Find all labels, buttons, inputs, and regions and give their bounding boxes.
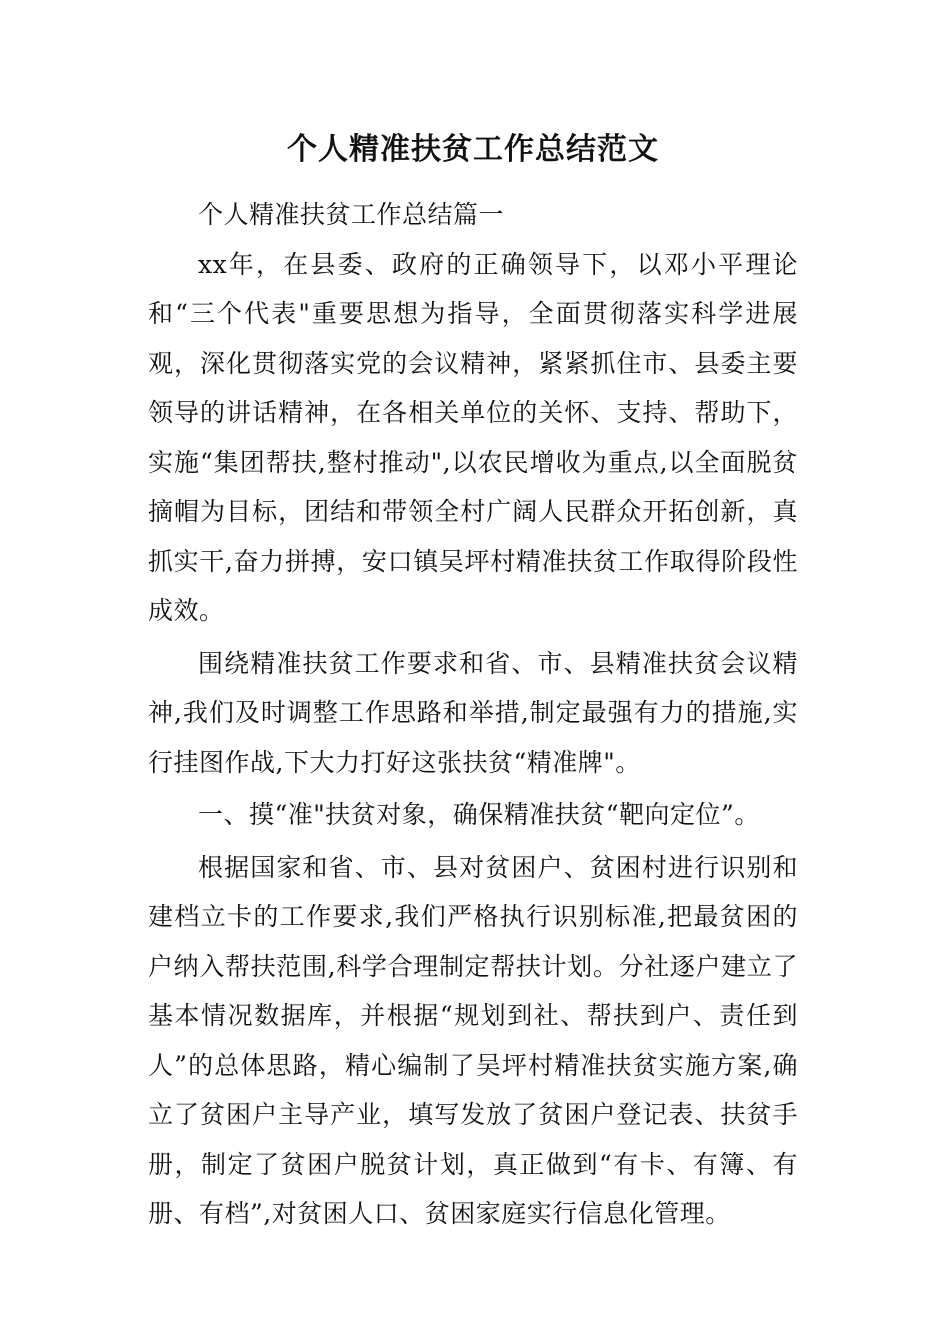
- section-heading: 个人精准扶贫工作总结篇一: [198, 200, 505, 229]
- document-body: [148, 124, 798, 1239]
- paragraph-approach: 围绕精准扶贫工作要求和省、市、县精准扶贫会议精神,我们及时调整工作思路和举措,制定最强有力的措施,实行挂图作战,下大力打好这张扶贫“精准牌"。: [148, 648, 798, 777]
- paragraph-intro: xx年，在县委、政府的正确领导下，以邓小平理论和“三个代表"重要思想为指导，全面贯彻落实科学进展观，深化贯彻落实党的会议精神，紧紧抓住市、县委主要领导的讲话精神，在各相关单位的关怀、支持、帮助下，实施“集团帮扶,整村推动",以农民增收为重点,以全面脱贫摘帽为目标，团结和带领全村广阔人民群众开拓创新，真抓实干,奋力拼搏，安口镇吴坪村精准扶贫工作取得阶段性成效。: [148, 249, 798, 625]
- paragraph-identification: 根据国家和省、市、县对贫困户、贫困村进行识别和建档立卡的工作要求,我们严格执行识别标准,把最贫困的户纳入帮扶范围,科学合理制定帮扶计划。分社逐户建立了基本情况数据库，并根据“规划到社、帮扶到户、责任到人”的总体思路，精心编制了吴坪村精准扶贫实施方案,确立了贫困户主导产业，填写发放了贫困户登记表、扶贫手册，制定了贫困户脱贫计划，真正做到“有卡、有簿、有册、有档”,对贫困人口、贫困家庭实行信息化管理。: [148, 852, 798, 1228]
- document-title: 个人精准扶贫工作总结范文: [287, 132, 659, 167]
- section-heading-1: 一、摸“准"扶贫对象，确保精准扶贫“靶向定位”。: [198, 800, 760, 829]
